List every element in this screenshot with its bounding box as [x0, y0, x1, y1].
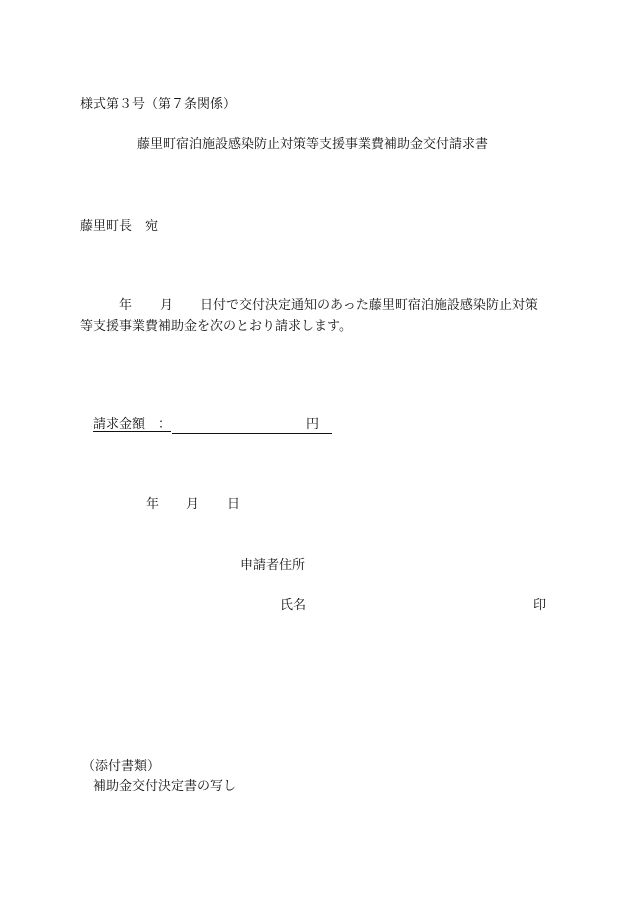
date-month: 月: [186, 497, 200, 512]
amount-blank-field[interactable]: [172, 417, 306, 434]
attachments-heading: （添付書類）: [82, 759, 161, 774]
date-day: 日: [227, 497, 241, 512]
amount-unit: 円: [306, 417, 332, 434]
applicant-name-label: 氏名: [280, 598, 307, 613]
body-line2: 等支援事業費補助金を次のとおり請求します。: [80, 319, 352, 334]
body-line1-rest: 日付で交付決定通知のあった藤里町宿泊施設感染防止対策: [200, 298, 538, 313]
applicant-address-label: 申請者住所: [240, 558, 306, 573]
document-title: 藤里町宿泊施設感染防止対策等支援事業費補助金交付請求書: [137, 137, 489, 152]
body-date-year: 年: [119, 298, 133, 313]
date-year: 年: [146, 497, 160, 512]
amount-label: 請求金額 ：: [93, 417, 172, 432]
attachment-item: 補助金交付決定書の写し: [93, 779, 237, 794]
addressee: 藤里町長 宛: [80, 219, 159, 234]
body-date-month: 月: [160, 298, 174, 313]
seal-mark: 印: [533, 598, 547, 613]
form-number: 様式第３号（第７条関係）: [80, 97, 237, 112]
